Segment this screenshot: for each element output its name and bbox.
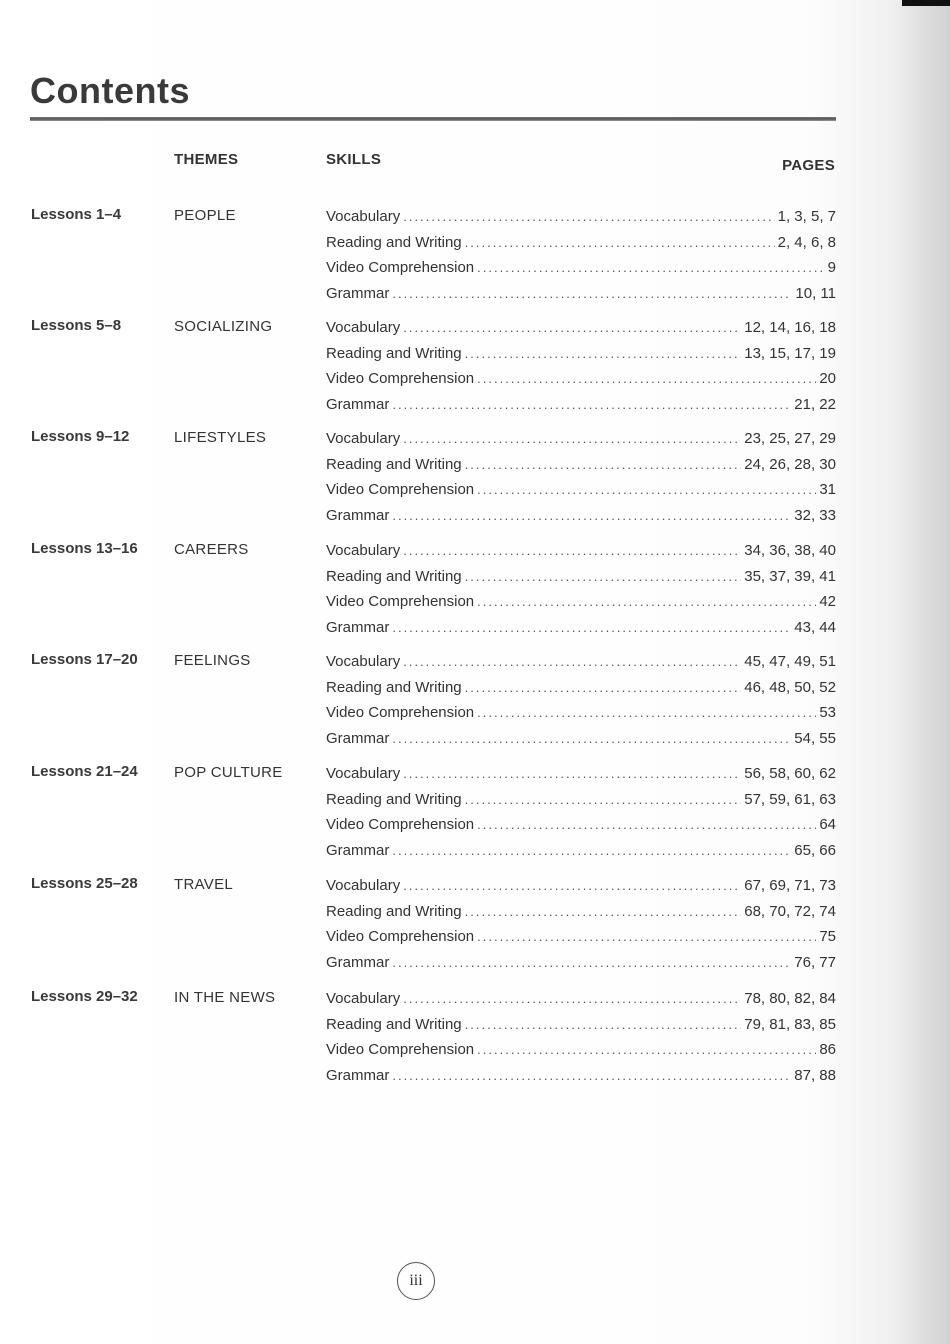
- dot-leader: [477, 929, 816, 944]
- skill-pages: 12, 14, 16, 18: [744, 319, 836, 336]
- skill-name: Reading and Writing: [326, 344, 462, 362]
- skill-entry: [326, 903, 836, 929]
- dot-leader: [477, 594, 816, 609]
- skill-name: Video Comprehension: [326, 816, 475, 833]
- dot-leader: [392, 508, 791, 523]
- skill-name: Reading and Writing: [326, 567, 462, 585]
- scan-corner-mark: [902, 0, 950, 6]
- lesson-range: Lessons 9–12: [31, 428, 130, 445]
- skill-entry: [326, 430, 836, 456]
- skill-name: Grammar: [326, 506, 390, 524]
- skills-header: SKILLS: [326, 151, 382, 168]
- skill-name: Video Comprehension: [326, 370, 475, 387]
- skill-entry: [326, 877, 836, 903]
- skill-entry: [326, 816, 836, 842]
- lesson-range: Lessons 29–32: [31, 988, 138, 1005]
- skill-pages: 64: [819, 816, 836, 833]
- skill-pages: 35, 37, 39, 41: [744, 567, 836, 585]
- skill-pages: 68, 70, 72, 74: [744, 902, 836, 920]
- pages-header: PAGES: [782, 157, 835, 174]
- skill-pages: 87, 88: [794, 1066, 836, 1084]
- skill-pages: 23, 25, 27, 29: [744, 430, 836, 447]
- skill-pages: 2, 4, 6, 8: [777, 233, 836, 251]
- page-title: Contents: [30, 70, 190, 111]
- skill-entry: [326, 842, 836, 868]
- lesson-range: Lessons 13–16: [31, 540, 138, 557]
- skill-name: Reading and Writing: [326, 1015, 462, 1033]
- skill-name: Video Comprehension: [326, 928, 475, 945]
- skill-pages: 13, 15, 17, 19: [744, 344, 836, 362]
- dot-leader: [477, 817, 816, 832]
- skill-entry: [326, 568, 836, 594]
- dot-leader: [477, 1042, 816, 1057]
- dot-leader: [465, 792, 742, 807]
- skill-name: Grammar: [326, 841, 390, 859]
- skills-list: [326, 990, 836, 1092]
- page-number: iii: [397, 1262, 435, 1300]
- skill-entry: [326, 285, 836, 311]
- dot-leader: [465, 235, 775, 250]
- skill-name: Video Comprehension: [326, 481, 475, 498]
- dot-leader: [477, 705, 816, 720]
- skill-entry: [326, 507, 836, 533]
- skill-name: Grammar: [326, 618, 390, 636]
- skill-entry: [326, 653, 836, 679]
- dot-leader: [403, 543, 741, 558]
- skill-entry: [326, 481, 836, 507]
- theme-label: PEOPLE: [174, 207, 236, 224]
- skill-entry: [326, 1016, 836, 1042]
- skill-pages: 76, 77: [794, 953, 836, 971]
- skill-pages: 53: [819, 704, 836, 721]
- skill-name: Vocabulary: [326, 430, 401, 447]
- skill-pages: 9: [827, 259, 836, 276]
- title-divider: [30, 117, 836, 121]
- skill-entry: [326, 619, 836, 645]
- skills-list: [326, 208, 836, 310]
- dot-leader: [403, 991, 741, 1006]
- skill-entry: [326, 396, 836, 422]
- dot-leader: [477, 371, 816, 386]
- skill-name: Reading and Writing: [326, 902, 462, 920]
- skill-pages: 42: [819, 593, 836, 610]
- skill-entry: [326, 208, 836, 234]
- skill-name: Vocabulary: [326, 990, 401, 1007]
- theme-label: CAREERS: [174, 541, 249, 558]
- skills-list: [326, 319, 836, 421]
- dot-leader: [477, 260, 825, 275]
- dot-leader: [403, 209, 774, 224]
- skill-entry: [326, 1067, 836, 1093]
- skill-pages: 46, 48, 50, 52: [744, 678, 836, 696]
- lesson-range: Lessons 1–4: [31, 206, 122, 223]
- skill-entry: [326, 542, 836, 568]
- skill-pages: 43, 44: [794, 618, 836, 636]
- skill-entry: [326, 765, 836, 791]
- skill-entry: [326, 456, 836, 482]
- skill-name: Reading and Writing: [326, 678, 462, 696]
- skill-pages: 57, 59, 61, 63: [744, 790, 836, 808]
- skill-name: Vocabulary: [326, 208, 401, 225]
- skill-name: Video Comprehension: [326, 259, 475, 276]
- dot-leader: [465, 680, 742, 695]
- skill-name: Reading and Writing: [326, 233, 462, 251]
- skill-name: Vocabulary: [326, 653, 401, 670]
- skill-name: Grammar: [326, 953, 390, 971]
- dot-leader: [465, 1017, 742, 1032]
- dot-leader: [465, 346, 742, 361]
- theme-label: TRAVEL: [174, 876, 234, 893]
- theme-label: LIFESTYLES: [174, 429, 267, 446]
- skill-name: Reading and Writing: [326, 790, 462, 808]
- dot-leader: [477, 482, 816, 497]
- dot-leader: [392, 1068, 791, 1083]
- lesson-range: Lessons 21–24: [31, 763, 138, 780]
- skill-name: Grammar: [326, 395, 390, 413]
- skill-pages: 86: [819, 1041, 836, 1058]
- skills-list: [326, 765, 836, 867]
- skill-name: Reading and Writing: [326, 455, 462, 473]
- dot-leader: [403, 654, 741, 669]
- skill-entry: [326, 990, 836, 1016]
- skill-entry: [326, 679, 836, 705]
- dot-leader: [392, 843, 791, 858]
- skill-name: Vocabulary: [326, 542, 401, 559]
- themes-header: THEMES: [174, 151, 239, 168]
- skill-name: Grammar: [326, 284, 390, 302]
- theme-label: POP CULTURE: [174, 764, 283, 781]
- skill-name: Vocabulary: [326, 877, 401, 894]
- skill-pages: 32, 33: [794, 506, 836, 524]
- skill-name: Grammar: [326, 1066, 390, 1084]
- lesson-range: Lessons 5–8: [31, 317, 122, 334]
- skill-pages: 10, 11: [795, 284, 836, 302]
- dot-leader: [403, 878, 741, 893]
- dot-leader: [403, 320, 741, 335]
- skill-entry: [326, 928, 836, 954]
- dot-leader: [392, 286, 792, 301]
- skill-entry: [326, 370, 836, 396]
- skills-list: [326, 542, 836, 644]
- skill-pages: 34, 36, 38, 40: [744, 542, 836, 559]
- skill-pages: 54, 55: [794, 729, 836, 747]
- theme-label: SOCIALIZING: [174, 318, 273, 335]
- dot-leader: [392, 397, 791, 412]
- dot-leader: [465, 457, 742, 472]
- skill-entry: [326, 791, 836, 817]
- skills-list: [326, 877, 836, 979]
- skill-pages: 79, 81, 83, 85: [744, 1015, 836, 1033]
- page-edge-shadow: [886, 0, 950, 1344]
- skill-entry: [326, 593, 836, 619]
- lesson-range: Lessons 25–28: [31, 875, 138, 892]
- theme-label: FEELINGS: [174, 652, 251, 669]
- skill-entry: [326, 954, 836, 980]
- lesson-range: Lessons 17–20: [31, 651, 138, 668]
- skills-list: [326, 430, 836, 532]
- skill-entry: [326, 1041, 836, 1067]
- skill-pages: 56, 58, 60, 62: [744, 765, 836, 782]
- skill-entry: [326, 319, 836, 345]
- skill-pages: 20: [819, 370, 836, 387]
- skill-pages: 1, 3, 5, 7: [777, 208, 836, 225]
- skill-pages: 45, 47, 49, 51: [744, 653, 836, 670]
- skill-pages: 21, 22: [794, 395, 836, 413]
- dot-leader: [465, 569, 742, 584]
- skill-entry: [326, 234, 836, 260]
- skills-list: [326, 653, 836, 755]
- skill-name: Grammar: [326, 729, 390, 747]
- skill-name: Vocabulary: [326, 765, 401, 782]
- skill-pages: 24, 26, 28, 30: [744, 455, 836, 473]
- skill-name: Video Comprehension: [326, 704, 475, 721]
- skill-pages: 31: [819, 481, 836, 498]
- dot-leader: [392, 731, 791, 746]
- skill-entry: [326, 345, 836, 371]
- skill-entry: [326, 704, 836, 730]
- skill-pages: 78, 80, 82, 84: [744, 990, 836, 1007]
- skill-pages: 67, 69, 71, 73: [744, 877, 836, 894]
- skill-name: Video Comprehension: [326, 593, 475, 610]
- dot-leader: [403, 766, 741, 781]
- dot-leader: [403, 431, 741, 446]
- dot-leader: [392, 955, 791, 970]
- skill-name: Video Comprehension: [326, 1041, 475, 1058]
- skill-entry: [326, 730, 836, 756]
- skill-entry: [326, 259, 836, 285]
- dot-leader: [392, 620, 791, 635]
- skill-pages: 75: [819, 928, 836, 945]
- skill-name: Vocabulary: [326, 319, 401, 336]
- dot-leader: [465, 904, 742, 919]
- skill-pages: 65, 66: [794, 841, 836, 859]
- theme-label: IN THE NEWS: [174, 989, 276, 1006]
